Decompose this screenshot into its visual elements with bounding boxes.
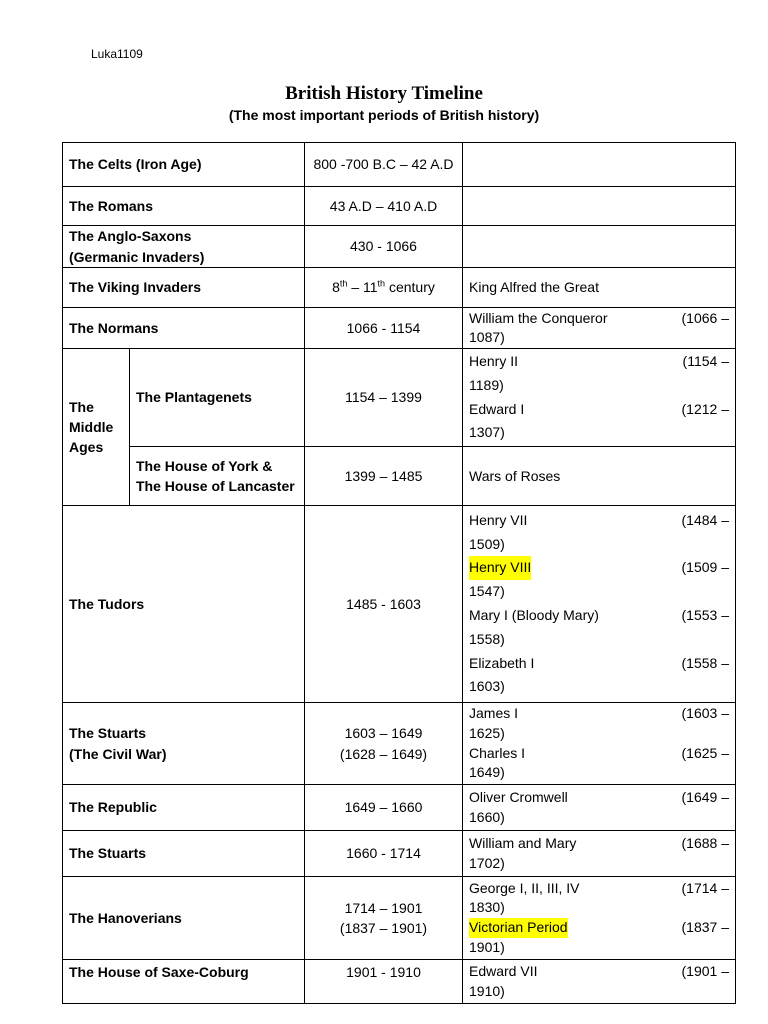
rulers-cell: [463, 143, 736, 187]
ruler-start: (1714 –: [681, 879, 729, 896]
table-row: [63, 703, 736, 785]
ruler-start: (1558 –: [681, 654, 729, 671]
ruler-entry: [469, 879, 729, 899]
ruler-name: Charles I: [469, 744, 526, 761]
dates-cell: 1399 – 1485: [305, 447, 463, 506]
ruler-start: (1603 –: [681, 705, 729, 722]
dates-line: 1714 – 1901: [344, 899, 423, 916]
ruler-name: Wars of Roses: [469, 467, 561, 484]
ruler-name: Oliver Cromwell: [469, 788, 568, 805]
period-line: The Anglo-Saxons: [69, 228, 192, 245]
dates-cell: 1649 – 1660: [305, 785, 463, 831]
ruler-name-highlighted: Henry VIII: [469, 556, 531, 580]
ruler-start: (1837 –: [681, 919, 729, 935]
ruler-entry: [469, 350, 729, 374]
rulers-cell: [463, 831, 736, 877]
period-cell: The Tudors: [63, 506, 305, 703]
dates-text: 8: [332, 279, 340, 296]
rulers-cell: [463, 226, 736, 268]
ruler-name: Elizabeth I: [469, 654, 535, 671]
period-cell: The Republic: [63, 785, 305, 831]
ruler-entry: [469, 509, 729, 533]
ruler-start: (1484 –: [681, 511, 729, 528]
period-line: Middle: [69, 418, 114, 435]
rulers-cell: [463, 506, 736, 703]
dates-line: 1603 – 1649: [344, 725, 423, 742]
rulers-cell: [463, 187, 736, 226]
ruler-end: 1547): [469, 583, 505, 600]
ruler-end: 1830): [469, 899, 505, 916]
period-cell: The Hanoverians: [63, 877, 305, 960]
ruler-name: Mary I (Bloody Mary): [469, 607, 599, 623]
ruler-name: George I, II, III, IV: [469, 879, 580, 896]
table-row: [63, 187, 736, 226]
period-cell: [63, 226, 305, 268]
ruler-start: (1625 –: [681, 744, 729, 761]
ruler-entry: [469, 309, 729, 328]
rulers-cell: [463, 960, 736, 1004]
ruler-start: (1553 –: [681, 607, 729, 623]
table-row: [63, 349, 736, 447]
ruler-end: 1307): [469, 424, 505, 441]
ruler-end: 1558): [469, 630, 505, 647]
table-row: [63, 877, 736, 960]
middle-ages-cell: [63, 349, 130, 506]
ruler-end: 1901): [469, 938, 505, 955]
ruler-start: (1066 –: [681, 310, 729, 327]
ruler-name: William and Mary: [469, 834, 577, 851]
ruler-entry: [469, 788, 729, 808]
period-line: The Stuarts: [69, 725, 147, 742]
dates-cell: 1901 - 1910: [305, 960, 463, 1004]
dates-text: – 11: [347, 279, 378, 296]
table-row: [63, 506, 736, 703]
page-subtitle: (The most important periods of British history): [228, 107, 540, 123]
table-row: [63, 226, 736, 268]
ruler-name: Henry VII: [469, 511, 528, 528]
ruler-entry: [469, 604, 729, 628]
period-cell: The Romans: [63, 187, 305, 226]
dates-cell: [305, 703, 463, 785]
dates-cell: [305, 877, 463, 960]
rulers-cell: [463, 349, 736, 447]
page-title: British History Timeline: [285, 83, 483, 104]
period-cell: [130, 447, 305, 506]
dates-cell: 430 - 1066: [305, 226, 463, 268]
ruler-name: William the Conqueror: [469, 310, 608, 327]
rulers-cell: [463, 785, 736, 831]
ruler-entry: [469, 704, 729, 724]
ruler-start: (1154 –: [682, 352, 729, 369]
period-cell: The House of Saxe-Coburg: [63, 960, 305, 1004]
period-cell: The Normans: [63, 308, 305, 349]
dates-cell: 1066 - 1154: [305, 308, 463, 349]
ruler-start: (1509 –: [681, 559, 729, 576]
dates-cell: 800 -700 B.C – 42 A.D: [305, 143, 463, 187]
ruler-end: 1625): [469, 724, 505, 741]
table-row: [63, 268, 736, 308]
ruler-end: 1087): [469, 329, 505, 345]
ruler-start: (1212 –: [681, 400, 729, 417]
table-row: [63, 831, 736, 877]
table-row: [63, 447, 736, 506]
rulers-cell: [463, 703, 736, 785]
ordinal-suffix: th: [377, 278, 386, 289]
period-line: Ages: [69, 439, 104, 456]
rulers-cell: [463, 268, 736, 308]
period-line: (The Civil War): [69, 745, 167, 762]
ruler-entry: [469, 398, 729, 422]
period-line: The: [69, 398, 94, 415]
ruler-name: James I: [469, 705, 519, 722]
ruler-entry: [469, 652, 729, 676]
ruler-start: (1688 –: [681, 834, 729, 851]
ruler-entry: [469, 744, 729, 764]
dates-line: (1628 – 1649): [339, 745, 428, 762]
period-cell: The Stuarts: [63, 831, 305, 877]
ruler-start: (1649 –: [681, 788, 729, 805]
ruler-end: 1189): [469, 376, 504, 393]
table-row: [63, 308, 736, 349]
dates-cell: 1485 - 1603: [305, 506, 463, 703]
ruler-name: Henry II: [469, 352, 519, 369]
ruler-end: 1509): [469, 535, 505, 552]
ruler-name-highlighted: Victorian Period: [469, 918, 568, 938]
author-label: Luka1109: [91, 47, 143, 61]
period-cell: The Viking Invaders: [63, 268, 305, 308]
period-line: The House of Lancaster: [136, 478, 295, 494]
dates-cell: 1660 - 1714: [305, 831, 463, 877]
ruler-name: Edward I: [469, 400, 525, 417]
table-row: [63, 143, 736, 187]
period-cell: The Celts (Iron Age): [63, 143, 305, 187]
dates-cell: 43 A.D – 410 A.D: [305, 187, 463, 226]
rulers-cell: [463, 877, 736, 960]
table-row: [63, 960, 736, 1004]
period-cell: [63, 703, 305, 785]
dates-cell: [305, 268, 463, 308]
ruler-entry: [469, 918, 729, 938]
rulers-cell: [463, 447, 736, 506]
ordinal-suffix: th: [339, 278, 348, 289]
ruler-end: 1910): [469, 982, 505, 999]
ruler-entry: [469, 556, 729, 580]
period-line: The House of York &: [136, 457, 273, 474]
ruler-name: King Alfred the Great: [469, 279, 599, 296]
ruler-end: 1649): [469, 764, 505, 781]
ruler-entry: [469, 962, 729, 982]
timeline-table: [62, 142, 736, 1004]
period-cell: The Plantagenets: [130, 349, 305, 447]
table-row: [63, 785, 736, 831]
dates-text: century: [385, 279, 435, 296]
ruler-end: 1603): [469, 678, 505, 695]
dates-line: (1837 – 1901): [339, 920, 428, 936]
rulers-cell: [463, 308, 736, 349]
ruler-name: Edward VII: [469, 962, 538, 979]
ruler-entry: [469, 834, 729, 854]
ruler-end: 1660): [469, 808, 505, 825]
ruler-end: 1702): [469, 854, 505, 871]
dates-cell: 1154 – 1399: [305, 349, 463, 447]
period-line: (Germanic Invaders): [69, 248, 205, 265]
ruler-start: (1901 –: [681, 962, 729, 979]
